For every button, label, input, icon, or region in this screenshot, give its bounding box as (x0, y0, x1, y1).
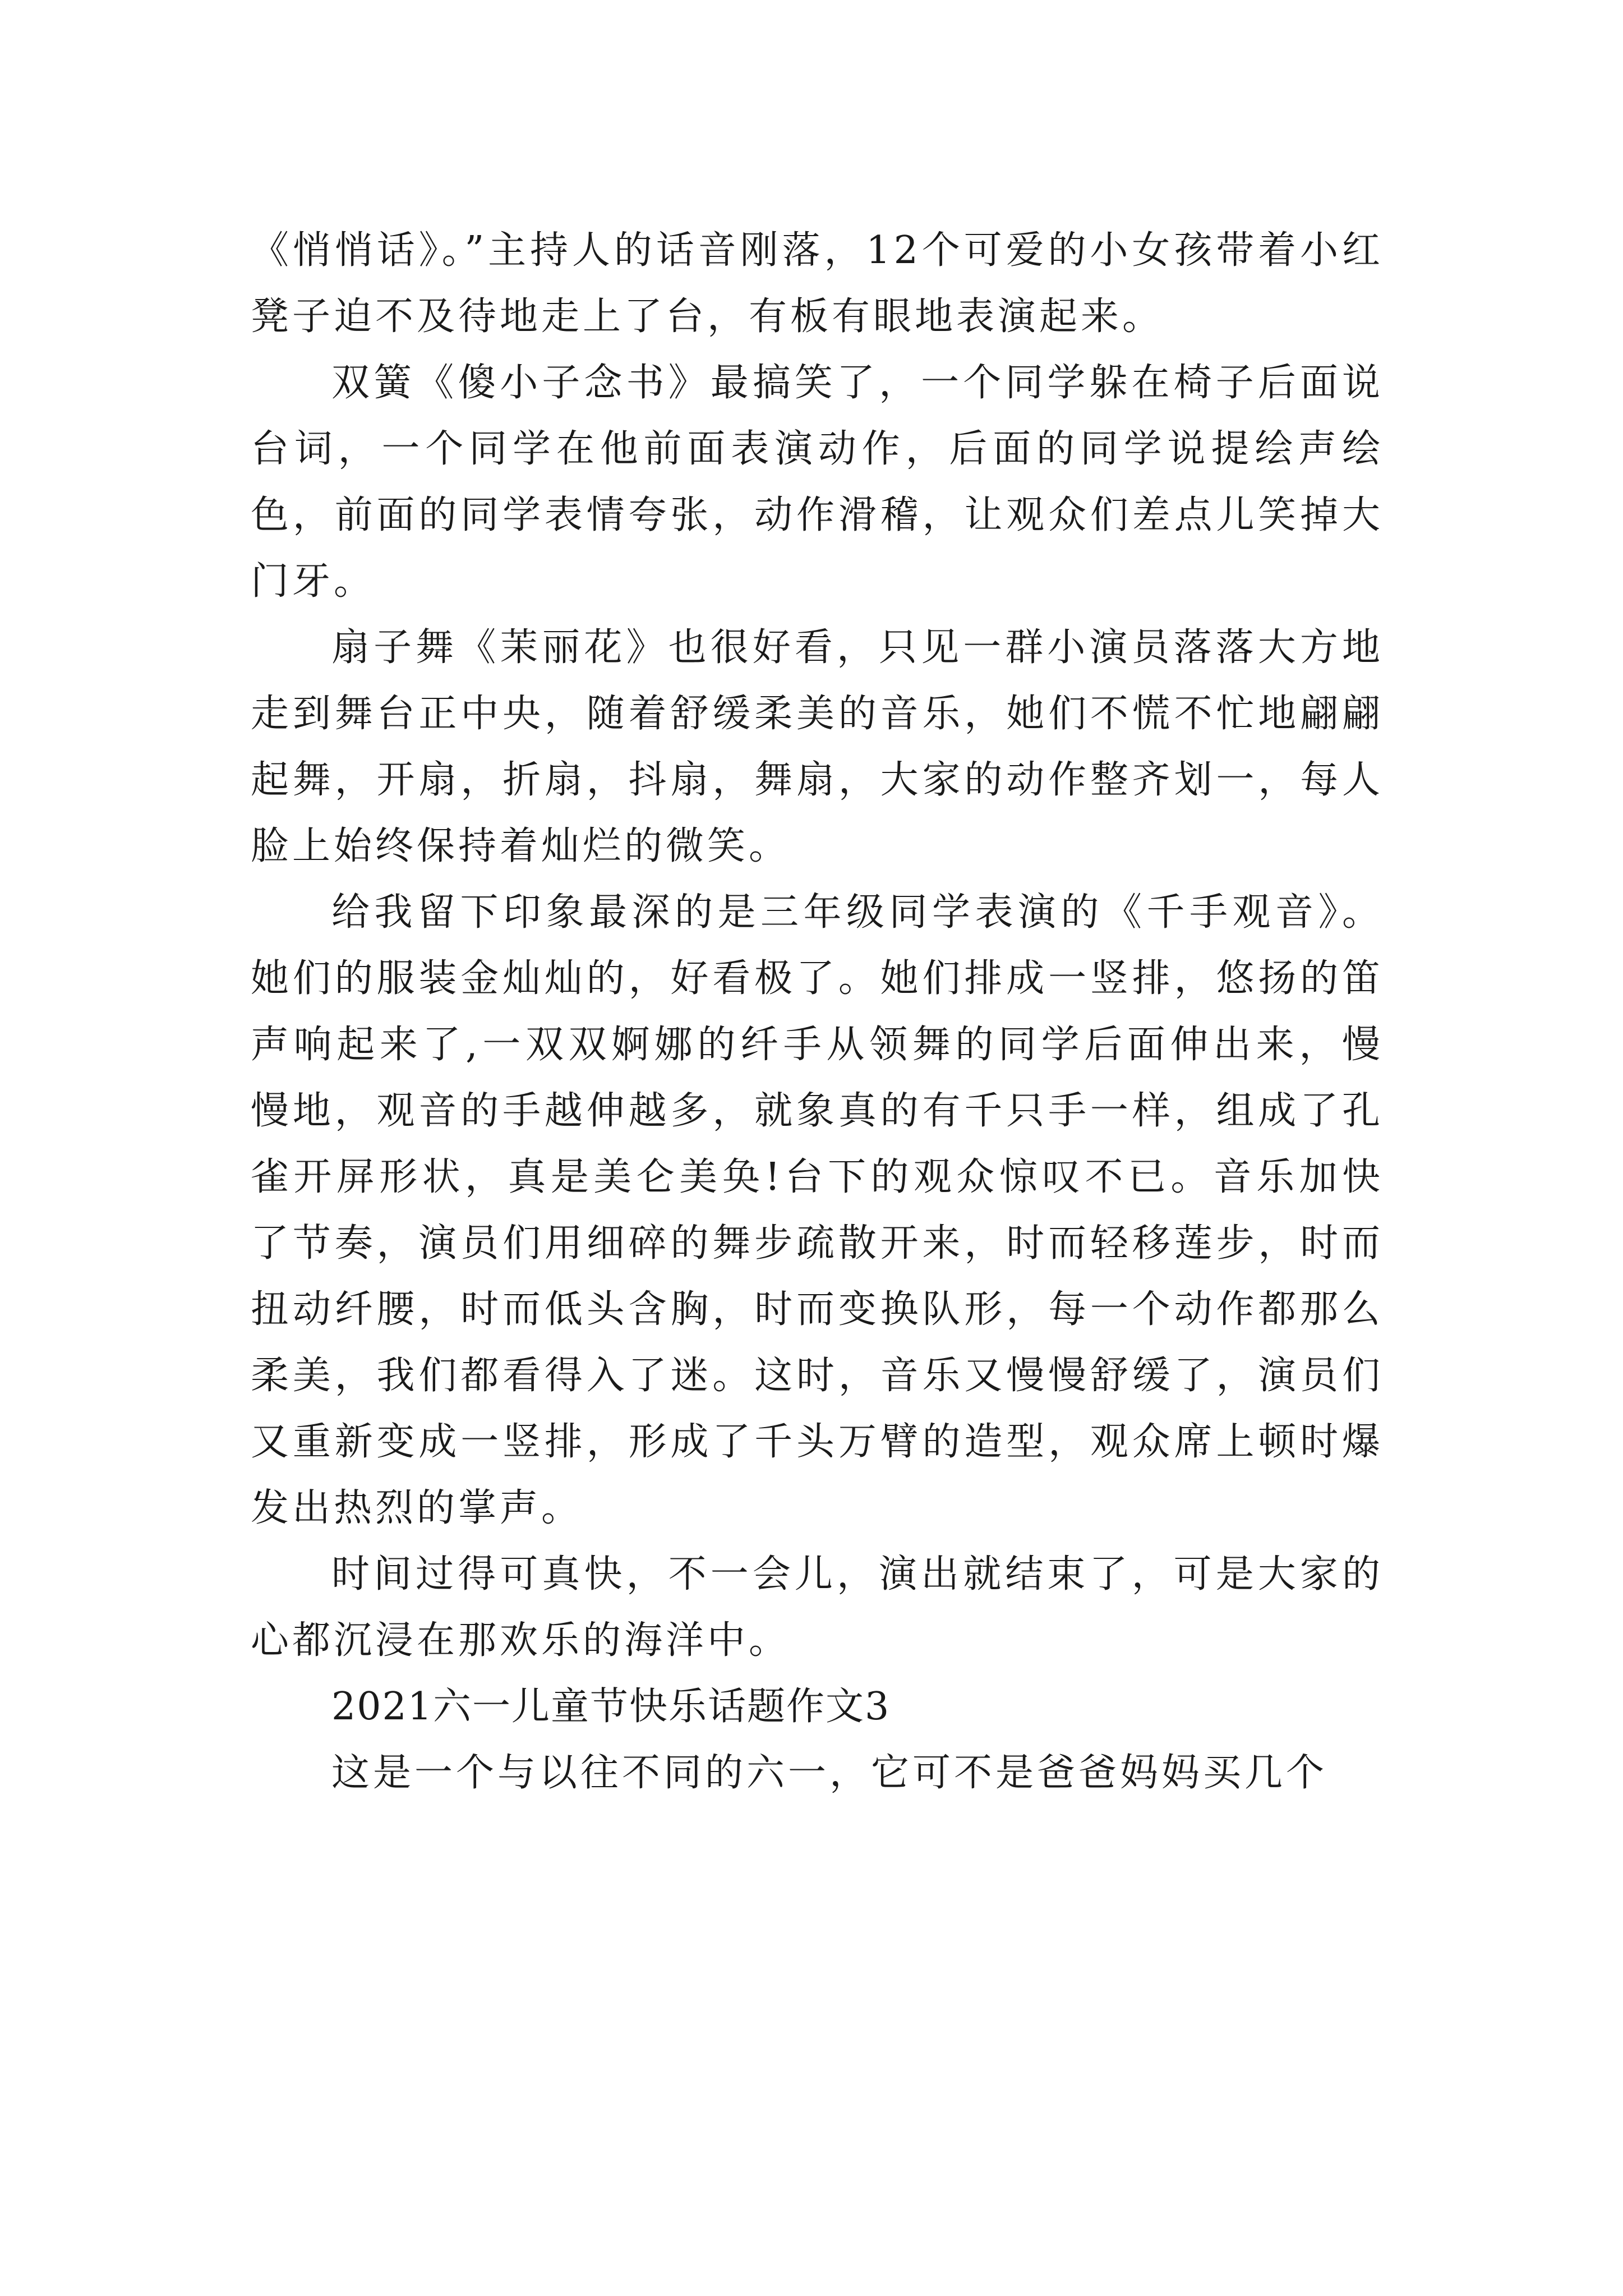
document-body (251, 218, 1384, 1806)
paragraph-2: 双簧《傻小子念书》最搞笑了，一个同学躲在椅子后面说台词，一个同学在他前面表演动作，后面的同学说提绘声绘色，前面的同学表情夸张，动作滑稽，让观众们差点儿笑掉大门牙。 (251, 361, 1384, 604)
paragraph-3: 扇子舞《茉丽花》也很好看，只见一群小演员落落大方地走到舞台正中央，随着舒缓柔美的音乐，她们不慌不忙地翩翩起舞，开扇，折扇，抖扇，舞扇，大家的动作整齐划一，每人脸上始终保持着灿烂的微笑。 (251, 625, 1384, 868)
section-heading: 2021六一儿童节快乐话题作文3 (331, 1685, 891, 1729)
paragraph-6: 这是一个与以往不同的六一，它可不是爸爸妈妈买几个 (331, 1751, 1328, 1795)
paragraph-1: 《悄悄话》。”主持人的话音刚落，12个可爱的小女孩带着小红凳子迫不及待地走上了台，有板有眼地表演起来。 (251, 228, 1384, 339)
paragraph-4: 给我留下印象最深的是三年级同学表演的《千手观音》。她们的服装金灿灿的，好看极了。她们排成一竖排，悠扬的笛声响起来了,一双双婀娜的纤手从领舞的同学后面伸出来，慢慢地，观音的手越伸越多，就象真的有千只手一样，组成了孔雀开屏形状，真是美仑美奂!台下的观众惊叹不已。音乐加快了节奏，演员们用细碎的舞步疏散开来，时而轻移莲步，时而扭动纤腰，时而低头含胸，时而变换队形，每一个动作都那么柔美，我们都看得入了迷。这时，音乐又慢慢舒缓了，演员们又重新变成一竖排，形成了千头万臂的造型，观众席上顿时爆发出热烈的掌声。 (251, 890, 1384, 1530)
paragraph-5: 时间过得可真快，不一会儿，演出就结束了，可是大家的心都沉浸在那欢乐的海洋中。 (251, 1552, 1384, 1663)
